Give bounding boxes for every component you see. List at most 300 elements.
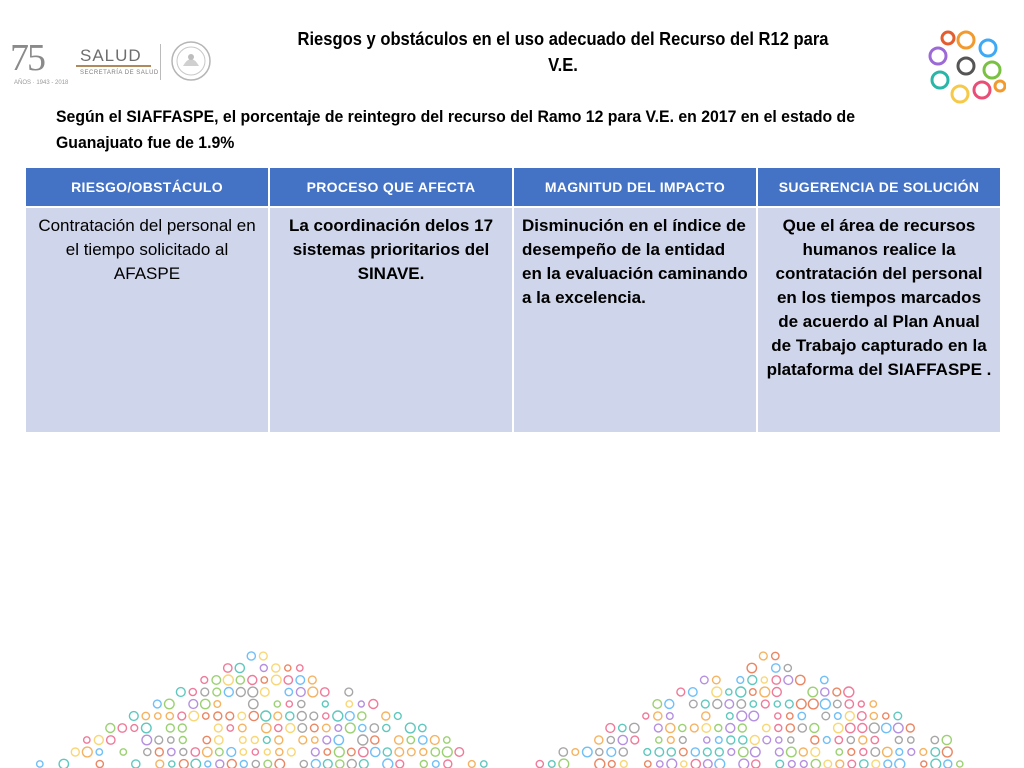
pattern-dot bbox=[667, 759, 677, 768]
pattern-dot bbox=[895, 737, 902, 744]
pattern-dot bbox=[336, 760, 344, 768]
pattern-dot bbox=[679, 737, 686, 744]
pattern-dot bbox=[643, 713, 649, 719]
pattern-dot bbox=[260, 665, 267, 672]
pattern-dot bbox=[715, 759, 725, 768]
pattern-dot bbox=[168, 737, 174, 743]
pattern-dot bbox=[808, 699, 818, 709]
pattern-dot bbox=[607, 736, 614, 743]
pattern-dot bbox=[942, 747, 952, 757]
pattern-dot bbox=[738, 724, 746, 732]
pattern-dot bbox=[168, 748, 175, 755]
pattern-dot bbox=[739, 759, 749, 768]
pattern-dot bbox=[394, 713, 401, 720]
pattern-dot bbox=[396, 760, 404, 768]
pattern-dot bbox=[226, 712, 234, 720]
pattern-dot bbox=[847, 736, 854, 743]
pattern-dot bbox=[824, 760, 832, 768]
pattern-dot bbox=[405, 723, 415, 733]
pattern-dot bbox=[371, 747, 380, 756]
pattern-dot bbox=[737, 700, 746, 709]
pattern-dot bbox=[275, 724, 282, 731]
pattern-dot bbox=[96, 760, 103, 767]
pattern-dot bbox=[774, 701, 780, 707]
pattern-dot bbox=[787, 747, 797, 757]
pattern-dot bbox=[655, 748, 664, 757]
pattern-dot bbox=[272, 664, 280, 672]
pattern-dot bbox=[549, 761, 556, 768]
pattern-dot bbox=[845, 700, 853, 708]
pattern-dot bbox=[176, 688, 185, 697]
pattern-dot bbox=[737, 711, 747, 721]
pattern-dot bbox=[786, 724, 794, 732]
pattern-dot bbox=[166, 724, 174, 732]
pattern-dot bbox=[165, 699, 175, 709]
pattern-dot bbox=[261, 677, 267, 683]
pattern-dot bbox=[274, 712, 282, 720]
pattern-dot bbox=[248, 676, 257, 685]
page-subtitle: Según el SIAFFASPE, el porcentaje de reintegro del recurso del Ramo 12 para V.E. en 2017 en el estado de Guanajuato fue de 1.9% bbox=[56, 107, 855, 152]
pattern-dot bbox=[215, 736, 223, 744]
pattern-dot bbox=[736, 687, 746, 697]
pattern-dot bbox=[559, 748, 567, 756]
pattern-dot bbox=[481, 761, 487, 767]
pattern-dot bbox=[444, 737, 450, 743]
pattern-dot bbox=[884, 760, 892, 768]
pattern-dot bbox=[272, 675, 282, 685]
pattern-dot bbox=[596, 748, 603, 755]
pattern-dot bbox=[142, 712, 149, 719]
pattern-dot bbox=[395, 736, 403, 744]
pattern-dot bbox=[921, 761, 927, 767]
pattern-dot bbox=[59, 759, 68, 768]
risk-table bbox=[24, 166, 1002, 434]
pattern-dot bbox=[896, 749, 903, 756]
pattern-dot bbox=[286, 701, 292, 707]
pattern-dot bbox=[106, 724, 115, 733]
pattern-dot bbox=[811, 759, 820, 768]
pattern-dot bbox=[931, 748, 940, 757]
pattern-dot bbox=[345, 723, 355, 733]
pattern-dot bbox=[836, 760, 844, 768]
pattern-dot bbox=[214, 701, 221, 708]
pattern-dot bbox=[882, 723, 891, 732]
circles-logo-icon bbox=[926, 26, 1006, 106]
pattern-dot bbox=[834, 700, 842, 708]
pattern-dot bbox=[178, 712, 186, 720]
pattern-dot bbox=[261, 688, 270, 697]
pattern-dot bbox=[689, 688, 698, 697]
pattern-dot bbox=[37, 761, 43, 767]
pattern-dot bbox=[811, 736, 819, 744]
pattern-dot bbox=[346, 701, 352, 707]
pattern-dot bbox=[227, 725, 233, 731]
pattern-dot bbox=[82, 747, 92, 757]
pattern-dot bbox=[713, 676, 721, 684]
pattern-dot bbox=[775, 748, 783, 756]
pattern-dot bbox=[606, 724, 615, 733]
header-sugerencia: SUGERENCIA DE SOLUCIÓN bbox=[758, 168, 1000, 206]
pattern-dot bbox=[785, 700, 793, 708]
pattern-dot bbox=[299, 736, 307, 744]
pattern-dot bbox=[821, 688, 829, 696]
pattern-dot bbox=[776, 760, 784, 768]
pattern-dot bbox=[797, 699, 807, 709]
pattern-dot bbox=[848, 749, 855, 756]
pattern-dot bbox=[321, 688, 329, 696]
pattern-dot bbox=[845, 712, 854, 721]
pattern-dot bbox=[618, 735, 627, 744]
pattern-dot bbox=[155, 713, 161, 719]
pattern-dot bbox=[334, 735, 343, 744]
pattern-dot bbox=[444, 760, 452, 768]
pattern-dot bbox=[667, 713, 674, 720]
pattern-dot bbox=[957, 761, 963, 767]
anniversary-number: 75 bbox=[10, 37, 44, 79]
pattern-dot bbox=[358, 712, 366, 720]
pattern-dot bbox=[264, 760, 272, 768]
pattern-dot bbox=[179, 737, 186, 744]
pattern-dot bbox=[236, 676, 244, 684]
pattern-dot bbox=[763, 736, 771, 744]
pattern-dot bbox=[726, 724, 735, 733]
pattern-dot bbox=[823, 737, 830, 744]
pattern-dot bbox=[761, 700, 769, 708]
pattern-dot bbox=[704, 760, 713, 768]
pattern-dot bbox=[249, 699, 258, 708]
pattern-dot bbox=[371, 736, 379, 744]
pattern-dot bbox=[189, 700, 198, 709]
pattern-dot bbox=[252, 749, 258, 755]
pattern-dot bbox=[223, 675, 233, 685]
pattern-dot bbox=[285, 688, 292, 695]
pattern-dot bbox=[324, 749, 330, 755]
pattern-dot bbox=[681, 761, 687, 767]
pattern-dot bbox=[751, 747, 761, 757]
pattern-dot bbox=[455, 748, 464, 757]
pattern-dot bbox=[860, 760, 868, 768]
pattern-dot bbox=[787, 713, 793, 719]
pattern-dot bbox=[835, 713, 842, 720]
pattern-dot bbox=[788, 761, 795, 768]
pattern-dot bbox=[656, 737, 662, 743]
pattern-dot bbox=[323, 724, 331, 732]
pattern-dot bbox=[179, 760, 188, 768]
pattern-dot bbox=[224, 688, 233, 697]
pattern-dot bbox=[259, 652, 267, 660]
pattern-dot bbox=[607, 748, 616, 757]
pattern-dot bbox=[419, 736, 427, 744]
decorative-circle-pattern-left bbox=[32, 648, 502, 768]
decorative-circle-pattern-right bbox=[532, 648, 1002, 768]
pattern-dot bbox=[203, 713, 209, 719]
pattern-dot bbox=[213, 688, 221, 696]
pattern-dot bbox=[333, 711, 343, 721]
pattern-dot bbox=[784, 676, 793, 685]
pattern-dot bbox=[84, 737, 90, 743]
pattern-dot bbox=[155, 736, 163, 744]
pattern-dot bbox=[713, 700, 722, 709]
pattern-dot bbox=[691, 759, 700, 768]
pattern-dot bbox=[224, 664, 232, 672]
pattern-dot bbox=[703, 748, 711, 756]
pattern-dot bbox=[298, 724, 307, 733]
pattern-dot bbox=[169, 761, 175, 767]
pattern-dot bbox=[798, 712, 805, 719]
pattern-dot bbox=[776, 737, 782, 743]
pattern-dot bbox=[433, 761, 440, 768]
anniversary-subtext: AÑOS · 1943 - 2018 bbox=[14, 80, 69, 86]
pattern-dot bbox=[869, 723, 879, 733]
header-riesgo: RIESGO/OBSTÁCULO bbox=[26, 168, 268, 206]
pattern-dot bbox=[240, 749, 246, 755]
pattern-dot bbox=[203, 747, 212, 756]
pattern-dot bbox=[264, 749, 270, 755]
pattern-dot bbox=[296, 676, 305, 685]
pattern-dot bbox=[559, 759, 569, 768]
pattern-dot bbox=[942, 735, 951, 744]
pattern-dot bbox=[286, 724, 295, 733]
pattern-dot bbox=[619, 748, 627, 756]
pattern-dot bbox=[276, 748, 283, 755]
pattern-dot bbox=[772, 688, 781, 697]
pattern-dot bbox=[383, 724, 390, 731]
pattern-dot bbox=[383, 748, 391, 756]
pattern-dot bbox=[311, 748, 319, 756]
pattern-dot bbox=[920, 749, 927, 756]
pattern-dot bbox=[750, 701, 756, 707]
pattern-dot bbox=[772, 664, 780, 672]
pattern-dot bbox=[680, 748, 688, 756]
pattern-dot bbox=[249, 711, 258, 720]
pattern-dot bbox=[369, 700, 378, 709]
pattern-dot bbox=[846, 723, 855, 732]
pattern-dot bbox=[679, 724, 686, 731]
pattern-dot bbox=[345, 712, 354, 721]
pattern-dot bbox=[665, 700, 674, 709]
pattern-dot bbox=[408, 748, 416, 756]
pattern-dot bbox=[180, 749, 187, 756]
pattern-dot bbox=[358, 701, 364, 707]
pattern-dot bbox=[906, 724, 914, 732]
pattern-dot bbox=[750, 689, 757, 696]
pattern-dot bbox=[667, 737, 674, 744]
pattern-dot bbox=[752, 760, 760, 768]
pattern-dot bbox=[189, 711, 199, 721]
pattern-dot bbox=[654, 712, 662, 720]
pattern-dot bbox=[653, 700, 662, 709]
pattern-dot bbox=[286, 712, 294, 720]
pattern-dot bbox=[800, 761, 807, 768]
pattern-dot bbox=[870, 701, 876, 707]
pattern-dot bbox=[895, 759, 905, 768]
pattern-dot bbox=[727, 736, 735, 744]
pattern-dot bbox=[583, 747, 593, 757]
pattern-dot bbox=[728, 749, 735, 756]
header-magnitud: MAGNITUD DEL IMPACTO bbox=[514, 168, 756, 206]
pattern-dot bbox=[235, 663, 244, 672]
pattern-dot bbox=[712, 687, 722, 697]
pattern-dot bbox=[71, 748, 79, 756]
table-header-row bbox=[26, 168, 1000, 206]
pattern-dot bbox=[784, 664, 791, 671]
pattern-dot bbox=[763, 724, 770, 731]
pattern-dot bbox=[236, 688, 245, 697]
pattern-dot bbox=[666, 723, 675, 732]
pattern-dot bbox=[274, 701, 280, 707]
pattern-dot bbox=[844, 687, 854, 697]
pattern-dot bbox=[201, 688, 209, 696]
cell-magnitud: Disminución en el índice de desempeño de la entidad en la evaluación caminando a la excelencia. bbox=[514, 208, 756, 432]
pattern-dot bbox=[702, 712, 710, 720]
pattern-dot bbox=[468, 761, 475, 768]
pattern-dot bbox=[142, 735, 152, 745]
pattern-dot bbox=[118, 724, 126, 732]
pattern-dot bbox=[359, 760, 368, 768]
pattern-dot bbox=[749, 711, 759, 721]
pattern-dot bbox=[595, 759, 605, 768]
pattern-dot bbox=[335, 725, 342, 732]
pattern-dot bbox=[715, 748, 723, 756]
pattern-dot bbox=[94, 736, 103, 745]
pattern-dot bbox=[860, 749, 867, 756]
pattern-dot bbox=[858, 712, 867, 721]
pattern-dot bbox=[775, 725, 782, 732]
pattern-dot bbox=[383, 759, 393, 768]
pattern-dot bbox=[96, 749, 102, 755]
pattern-dot bbox=[870, 712, 877, 719]
pattern-dot bbox=[690, 700, 698, 708]
pattern-dot bbox=[727, 713, 734, 720]
pattern-dot bbox=[871, 736, 878, 743]
pattern-dot bbox=[334, 747, 344, 757]
pattern-dot bbox=[748, 676, 757, 685]
pattern-dot bbox=[759, 652, 767, 660]
pattern-dot bbox=[716, 737, 723, 744]
pattern-dot bbox=[701, 676, 709, 684]
pattern-dot bbox=[858, 701, 864, 707]
pattern-dot bbox=[760, 687, 770, 697]
pattern-dot bbox=[630, 723, 639, 732]
pattern-dot bbox=[227, 748, 236, 757]
salud-logo bbox=[10, 38, 210, 90]
pattern-dot bbox=[796, 675, 805, 684]
pattern-dot bbox=[775, 713, 781, 719]
pattern-dot bbox=[382, 712, 390, 720]
pattern-dot bbox=[191, 759, 201, 768]
pattern-dot bbox=[820, 699, 830, 709]
pattern-dot bbox=[834, 723, 843, 732]
pattern-dot bbox=[811, 748, 820, 757]
pattern-dot bbox=[155, 748, 163, 756]
pattern-dot bbox=[644, 749, 651, 756]
page-title: Riesgos y obstáculos en el uso adecuado del Recurso del R12 para V.E. bbox=[297, 29, 829, 75]
pattern-dot bbox=[395, 748, 404, 757]
pattern-dot bbox=[166, 712, 173, 719]
pattern-dot bbox=[799, 748, 807, 756]
pattern-dot bbox=[858, 724, 867, 733]
pattern-dot bbox=[370, 724, 378, 732]
pattern-dot bbox=[347, 760, 356, 768]
pattern-dot bbox=[311, 760, 320, 768]
pattern-dot bbox=[894, 723, 904, 733]
pattern-dot bbox=[908, 737, 914, 743]
pattern-dot bbox=[619, 724, 626, 731]
salud-wordmark: SALUD bbox=[80, 46, 142, 65]
pattern-dot bbox=[608, 761, 615, 768]
pattern-dot bbox=[677, 688, 685, 696]
pattern-dot bbox=[419, 724, 426, 731]
pattern-dot bbox=[311, 724, 319, 732]
pattern-dot bbox=[322, 701, 328, 707]
pattern-dot bbox=[739, 736, 747, 744]
pattern-dot bbox=[872, 760, 880, 768]
pattern-dot bbox=[894, 712, 902, 720]
pattern-dot bbox=[252, 760, 259, 767]
pattern-dot bbox=[690, 724, 698, 732]
pattern-dot bbox=[201, 699, 210, 708]
table-row bbox=[26, 208, 1000, 432]
pattern-dot bbox=[420, 761, 427, 768]
pattern-dot bbox=[833, 688, 841, 696]
pattern-dot bbox=[216, 748, 224, 756]
cell-riesgo: Contratación del personal en el tiempo solicitado al AFASPE bbox=[26, 208, 268, 432]
salud-underline bbox=[76, 65, 151, 67]
pattern-dot bbox=[536, 760, 543, 767]
pattern-dot bbox=[345, 688, 353, 696]
pattern-dot bbox=[359, 747, 368, 756]
pattern-dot bbox=[348, 748, 356, 756]
pattern-dot bbox=[153, 700, 161, 708]
pattern-dot bbox=[240, 761, 247, 768]
pattern-dot bbox=[310, 712, 318, 720]
pattern-dot bbox=[144, 748, 151, 755]
pattern-dot bbox=[205, 761, 211, 767]
pattern-dot bbox=[214, 724, 222, 732]
pattern-dot bbox=[203, 736, 210, 743]
pattern-dot bbox=[835, 736, 842, 743]
pattern-dot bbox=[262, 723, 271, 732]
pattern-dot bbox=[287, 748, 295, 756]
pattern-dot bbox=[657, 761, 663, 767]
pattern-dot bbox=[691, 748, 699, 756]
pattern-dot bbox=[284, 676, 292, 684]
pattern-dot bbox=[308, 676, 316, 684]
pattern-dot bbox=[261, 711, 271, 721]
pattern-dot bbox=[431, 748, 439, 756]
pattern-dot bbox=[908, 749, 915, 756]
pattern-dot bbox=[407, 736, 414, 743]
pattern-dot bbox=[810, 724, 819, 733]
pattern-dot bbox=[263, 737, 270, 744]
pattern-dot bbox=[297, 712, 306, 721]
pattern-dot bbox=[883, 713, 889, 719]
cell-sugerencia: Que el área de recursos humanos realice la contratación del personal en los tiempos marcados de acuerdo al Plan Anual de Trabajo capturado en la plataforma del SIAFFASPE . bbox=[758, 208, 1000, 432]
pattern-dot bbox=[704, 737, 710, 743]
pattern-dot bbox=[238, 712, 246, 720]
pattern-dot bbox=[227, 760, 236, 768]
pattern-dot bbox=[297, 665, 303, 671]
pattern-dot bbox=[739, 747, 748, 756]
pattern-dot bbox=[275, 759, 285, 768]
pattern-dot bbox=[120, 749, 126, 755]
pattern-dot bbox=[821, 676, 828, 683]
pattern-dot bbox=[645, 761, 651, 767]
pattern-dot bbox=[808, 687, 818, 697]
pattern-dot bbox=[654, 724, 662, 732]
pattern-dot bbox=[737, 677, 744, 684]
pattern-dot bbox=[285, 665, 291, 671]
